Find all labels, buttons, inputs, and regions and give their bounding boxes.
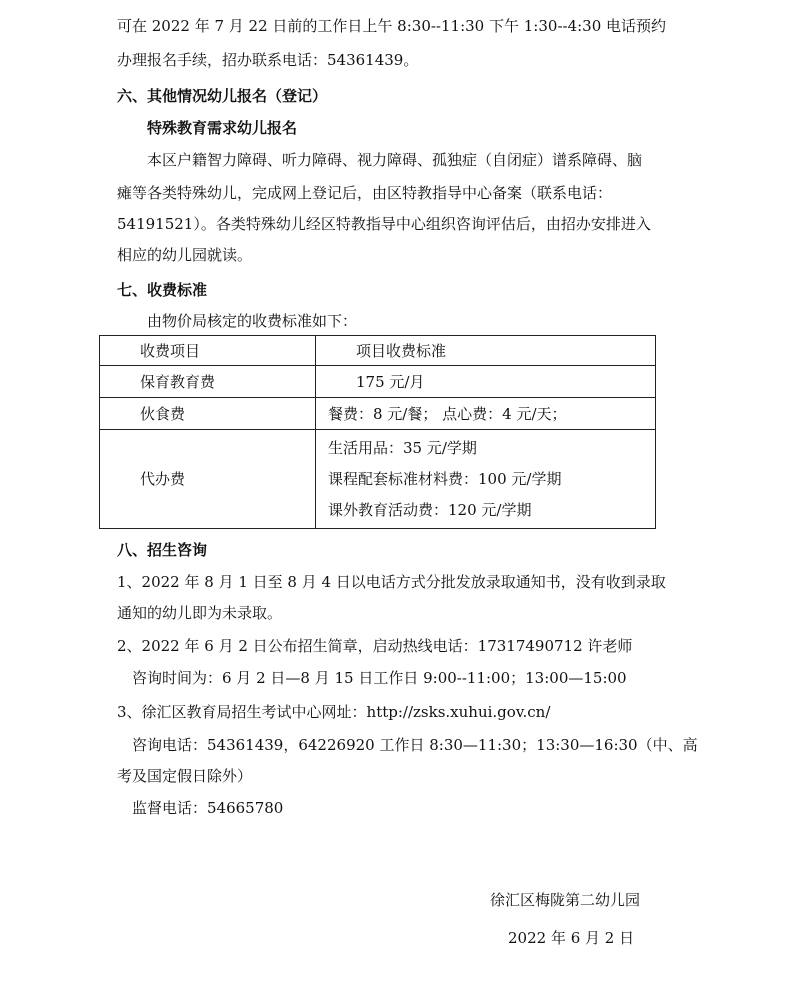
section8-text-line: 通知的幼儿即为未录取。 xyxy=(117,604,283,622)
fee-item-cell: 伙食费 xyxy=(100,398,316,430)
table-row xyxy=(100,366,656,398)
section8-text-line: 1、2022 年 8 月 1 日至 8 月 4 日以电话方式分批发放录取通知书，没有收到录取 xyxy=(117,573,666,591)
section6-text-line: 瘫等各类特殊幼儿，完成网上登记后，由区特教指导中心备案（联系电话： xyxy=(117,184,613,202)
section8-text-line: 咨询时间为：6 月 2 日—8 月 15 日工作日 9:00--11:00；13:00—15:00 xyxy=(132,669,627,687)
section8-text-line: 2、2022 年 6 月 2 日公布招生简章，启动热线电话：17317490712 许老师 xyxy=(117,637,633,655)
section6-subheading: 特殊教育需求幼儿报名 xyxy=(147,119,298,137)
section7-intro: 由物价局核定的收费标准如下： xyxy=(147,312,358,330)
section8-text-line: 3、徐汇区教育局招生考试中心网址：http://zsks.xuhui.gov.cn/ xyxy=(117,703,551,721)
table-row xyxy=(100,430,656,529)
fee-standard-line: 课外教育活动费：120 元/学期 xyxy=(328,500,532,519)
fee-item-cell: 代办费 xyxy=(100,430,316,529)
section8-text-line: 考及国定假日除外） xyxy=(117,767,253,785)
signature-org: 徐汇区梅陇第二幼儿园 xyxy=(490,891,641,909)
registration-text-line: 办理报名手续，招办联系电话：54361439。 xyxy=(117,51,419,69)
fee-standard-line: 课程配套标准材料费：100 元/学期 xyxy=(328,469,562,488)
table-row xyxy=(100,398,656,430)
section6-text-line: 54191521）。各类特殊幼儿经区特教指导中心组织咨询评估后，由招办安排进入 xyxy=(117,215,651,233)
fee-table xyxy=(99,335,656,529)
table-header-cell: 收费项目 xyxy=(100,336,316,366)
section7-heading: 七、收费标准 xyxy=(117,281,208,299)
fee-standard-line: 生活用品：35 元/学期 xyxy=(328,438,477,457)
section6-text-line: 本区户籍智力障碍、听力障碍、视力障碍、孤独症（自闭症）谱系障碍、脑 xyxy=(147,151,643,169)
section6-text-line: 相应的幼儿园就读。 xyxy=(117,246,253,264)
table-header-cell: 项目收费标准 xyxy=(316,336,656,366)
section6-heading: 六、其他情况幼儿报名（登记） xyxy=(117,87,328,105)
registration-text-line: 可在 2022 年 7 月 22 日前的工作日上午 8:30--11:30 下午 1:30--4:30 电话预约 xyxy=(117,17,667,35)
fee-item-cell: 保育教育费 xyxy=(100,366,316,398)
fee-standard-cell: 175 元/月 xyxy=(316,366,656,398)
section8-heading: 八、招生咨询 xyxy=(117,541,208,559)
table-header-row xyxy=(100,336,656,366)
fee-standard-cell xyxy=(316,430,656,529)
signature-date: 2022 年 6 月 2 日 xyxy=(508,929,635,947)
fee-standard-cell: 餐费：8 元/餐； 点心费：4 元/天； xyxy=(316,398,656,430)
supervision-phone: 监督电话：54665780 xyxy=(132,799,284,817)
section8-text-line: 咨询电话：54361439，64226920 工作日 8:30—11:30；13:30—16:30（中、高 xyxy=(132,736,698,754)
